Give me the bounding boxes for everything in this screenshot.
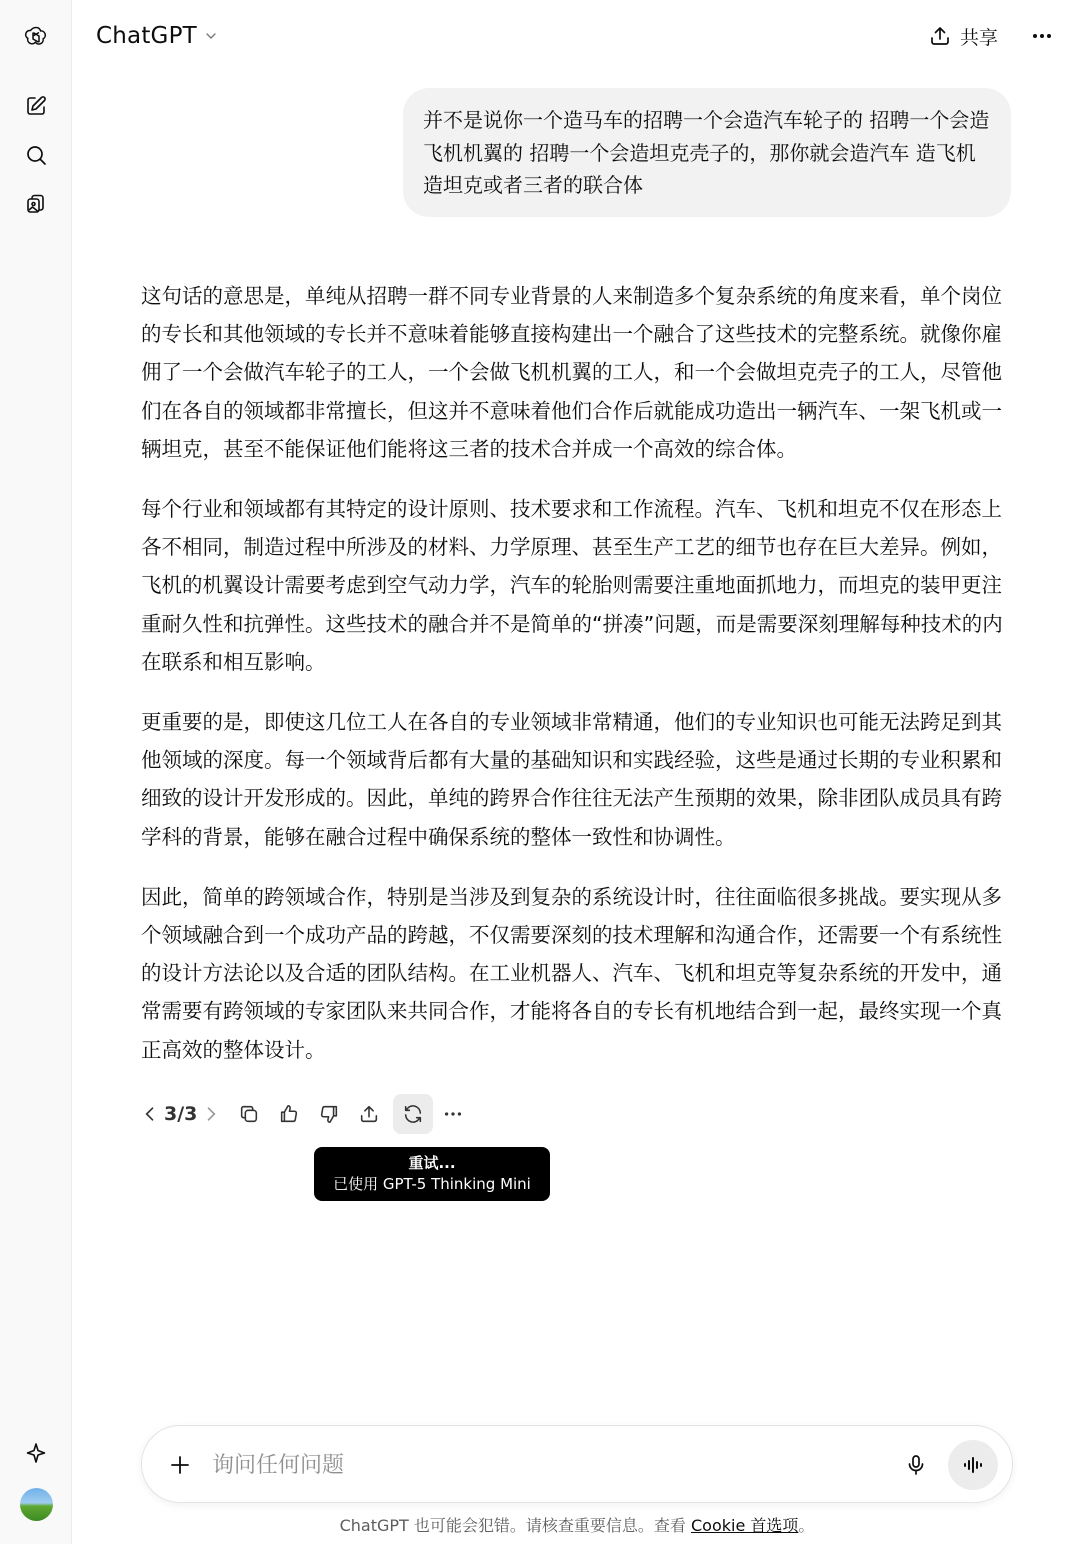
chevron-left-icon [140, 1104, 160, 1124]
answer-paragraph: 每个行业和领域都有其特定的设计原则、技术要求和工作流程。汽车、飞机和坦克不仅在形态上各不相同，制造过程中所涉及的材料、力学原理、甚至生产工艺的细节也存在巨大差异。例如，飞机的机翼设计需要考虑到空气动力学，汽车的轮胎则需要注重地面抓地力，而坦克的装甲更注重耐久性和抗弹性。这些技术的融合并不是简单的“拼凑”问题，而是需要深刻理解每种技术的内在联系和相互影响。 [141, 497, 1003, 674]
tooltip-subtitle: 已使用 GPT-5 Thinking Mini [333, 1175, 531, 1193]
more-actions-button[interactable] [433, 1094, 473, 1134]
answer-paragraph: 更重要的是，即使这几位工人在各自的专业领域非常精通，他们的专业知识也可能无法跨足到其他领域的深度。每一个领域背后都有大量的基础知识和实践经验，这些是通过长期的专业积累和细致的设计开发形成的。因此，单纯的跨界合作往往无法产生预期的效果，除非团队成员具有跨学科的背景，能够在融合过程中确保系统的整体一致性和协调性。 [141, 710, 1002, 849]
next-response-button[interactable] [199, 1094, 223, 1134]
openai-logo-icon[interactable] [18, 18, 54, 54]
avatar[interactable] [20, 1488, 53, 1521]
retry-tooltip [314, 1147, 550, 1201]
message-actions [138, 1094, 473, 1134]
microphone-icon [904, 1453, 928, 1477]
voice-waveform-icon [961, 1453, 985, 1477]
dictate-button[interactable] [898, 1447, 934, 1483]
retry-button[interactable] [393, 1094, 433, 1134]
model-name: ChatGPT [96, 23, 197, 49]
assistant-message [141, 277, 1013, 1091]
thumbs-up-button[interactable] [269, 1094, 309, 1134]
answer-paragraph: 这句话的意思是，单纯从招聘一群不同专业背景的人来制造多个复杂系统的角度来看，单个岗位的专长和其他领域的专长并不意味着能够直接构建出一个融合了这些技术的完整系统。就像你雇佣了一个会做汽车轮子的工人，一个会做飞机机翼的工人，和一个会做坦克壳子的工人，尽管他们在各自的领域都非常擅长，但这并不意味着他们合作后就能成功造出一辆汽车、一架飞机或一辆坦克，甚至不能保证他们能将这三者的技术合并成一个高效的综合体。 [141, 284, 1002, 461]
new-chat-icon[interactable] [18, 88, 54, 124]
thumbs-up-icon [278, 1103, 300, 1125]
top-bar [72, 0, 1080, 72]
upload-icon [358, 1103, 380, 1125]
share-button[interactable] [928, 18, 998, 54]
chevron-right-icon [201, 1104, 221, 1124]
thumbs-down-icon [318, 1103, 340, 1125]
model-selector[interactable] [96, 18, 219, 54]
answer-paragraph: 因此，简单的跨领域合作，特别是当涉及到复杂的系统设计时，往往面临很多挑战。要实现从多个领域融合到一个成功产品的跨越，不仅需要深刻的技术理解和沟通合作，还需要一个有系统性的设计方法论以及合适的团队结构。在工业机器人、汽车、飞机和坦克等复杂系统的开发中，通常需要有跨领域的专家团队来共同合作，才能将各自的专长有机地结合到一起，最终实现一个真正高效的整体设计。 [141, 884, 1002, 1062]
refresh-icon [402, 1103, 424, 1125]
disclaimer [141, 1513, 1013, 1536]
response-pager: 3/3 [164, 1103, 198, 1125]
search-icon[interactable] [18, 137, 54, 173]
composer [141, 1425, 1013, 1503]
more-icon [442, 1103, 464, 1125]
disclaimer-period: 。 [798, 1516, 815, 1535]
tooltip-title: 重试... [408, 1154, 456, 1172]
disclaimer-text: ChatGPT 也可能会犯错。请核查重要信息。查看 [339, 1516, 691, 1535]
cookie-preferences-link[interactable]: Cookie 首选项 [690, 1516, 799, 1535]
previous-response-button[interactable] [138, 1094, 162, 1134]
prompt-input[interactable] [212, 1445, 852, 1485]
chevron-down-icon [203, 28, 219, 44]
share-response-button[interactable] [349, 1094, 389, 1134]
share-icon [928, 24, 952, 48]
user-message: 并不是说你一个造马车的招聘一个会造汽车轮子的 招聘一个会造飞机机翼的 招聘一个会造坦克壳子的，那你就会造汽车 造飞机 造坦克或者三者的联合体 [403, 88, 1011, 217]
library-icon[interactable] [18, 186, 54, 222]
attach-button[interactable] [162, 1447, 198, 1483]
copy-button[interactable] [229, 1094, 269, 1134]
sparkle-icon[interactable] [18, 1435, 54, 1471]
plus-icon [168, 1453, 192, 1477]
sidebar [0, 0, 72, 1544]
more-icon [1030, 24, 1054, 48]
voice-mode-button[interactable] [948, 1440, 998, 1490]
thumbs-down-button[interactable] [309, 1094, 349, 1134]
more-options-button[interactable] [1024, 18, 1060, 54]
copy-icon [238, 1103, 260, 1125]
share-label: 共享 [959, 26, 998, 49]
